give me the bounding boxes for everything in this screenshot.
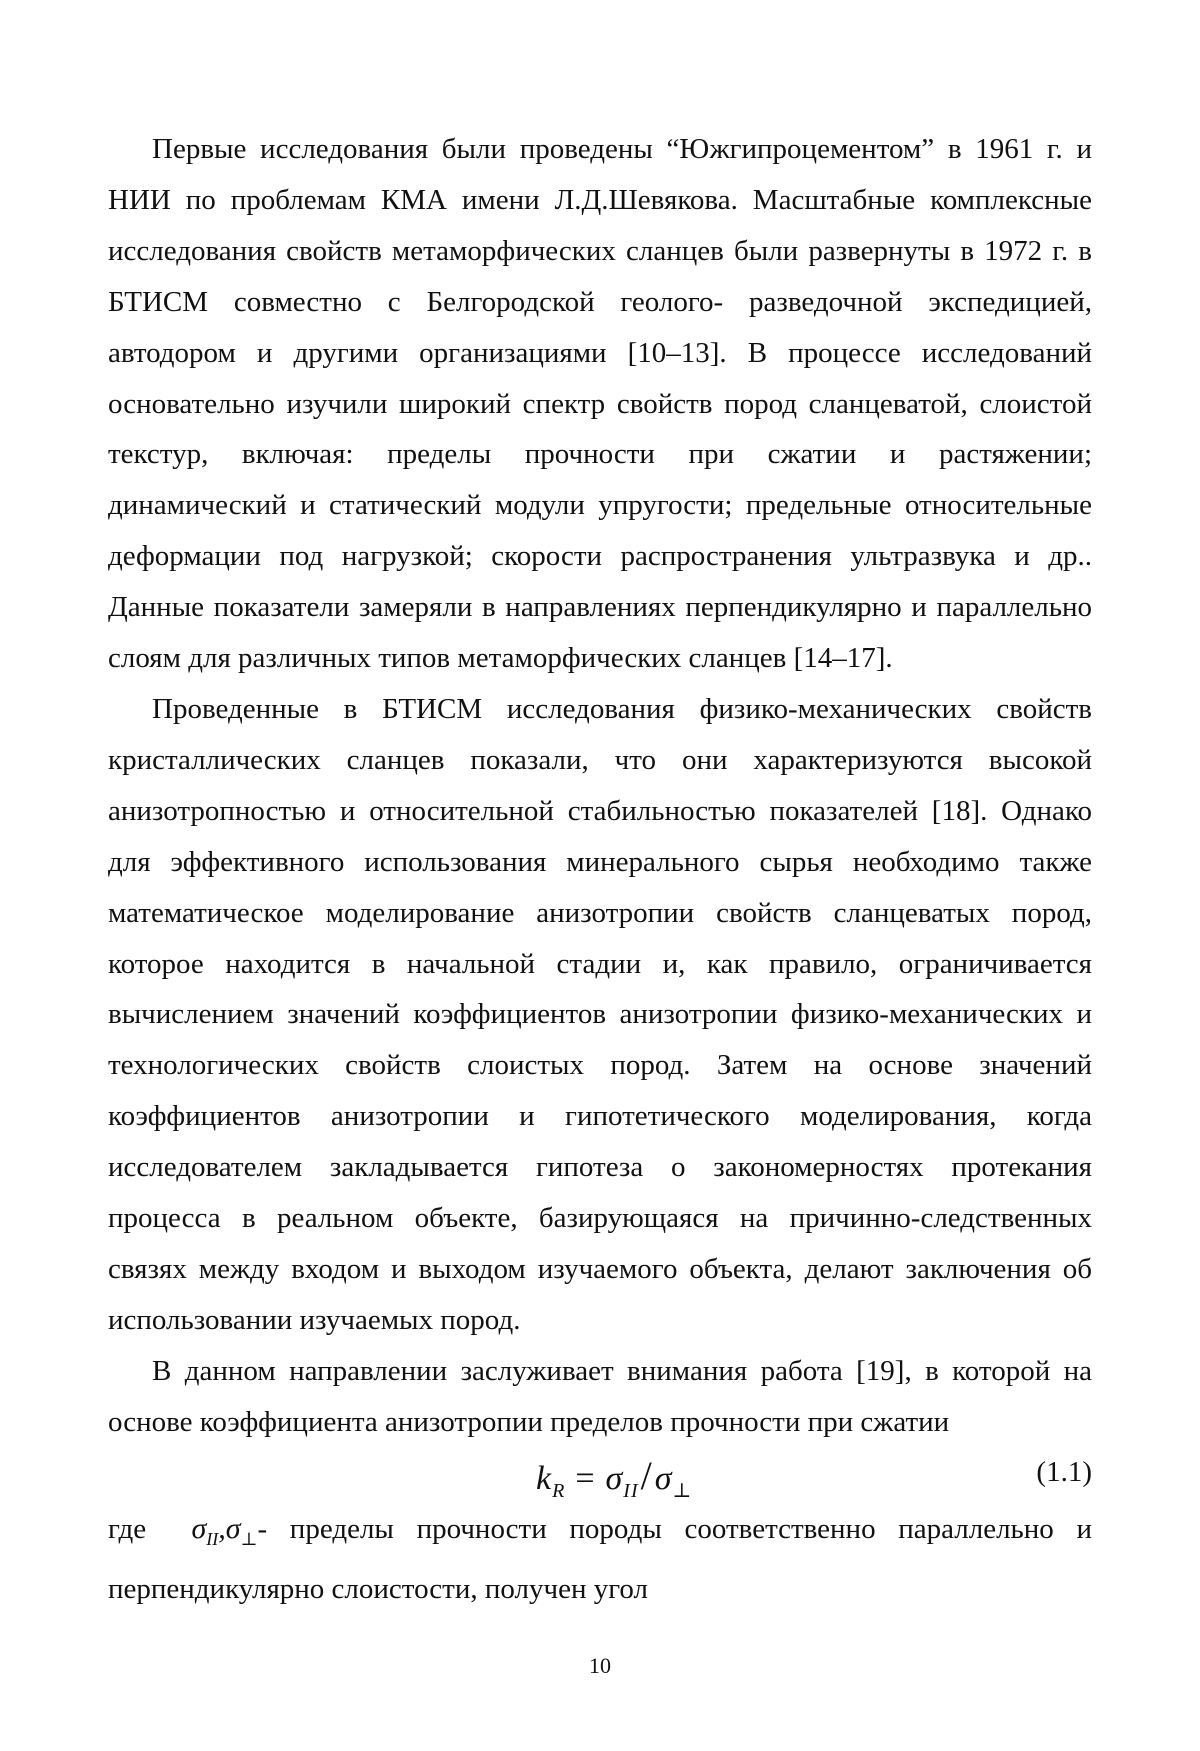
paragraph-1: Первые исследования были проведены “Южгипроцементом” в 1961 г. и НИИ по проблемам КМА имени Л.Д.Шевякова. Масштабные комплексные исследования свойств метаморфических сланцев были развернуты в 1972 г. в БТИСМ совместно с Белгородской геолого- разведочной экспедицией, автодором и другими организациями [10–13]. В процессе исследований основательно изучили широкий спектр свойств пород сланцеватой, слоистой текстур, включая: пределы прочности при сжатии и растяжении; динамический и статический модули упругости; предельные относительные деформации под нагрузкой; скорости распространения ультразвука и др.. Данные показатели замеряли в направлениях перпендикулярно и параллельно слоям для различных типов метаморфических сланцев [14–17]. <box>108 133 1092 675</box>
formula-sigma-perp: σ <box>654 1459 673 1497</box>
formula-sigma-parallel: σ <box>605 1459 624 1497</box>
paragraph-2: Проведенные в БТИСМ исследования физико-механических свойств кристаллических сланцев показали, что они характеризуются высокой анизотропностью и относительной стабильностью показателей [18]. Однако для эффективного использования минерального сырья необходимо также математическое моделирование анизотропии свойств сланцеватых пород, которое находится в начальной стадии и, как правило, ограничивается вычислением значений коэффициентов анизотропии физико-механических и технологических свойств слоистых пород. Затем на основе значений коэффициентов анизотропии и гипотетического моделирования, когда исследователем закладывается гипотеза о закономерностях протекания процесса в реальном объекте, базирующаяся на причинно-следственных связях между входом и выходом изучаемого объекта, делают заключения об использовании изучаемых пород. <box>108 692 1092 1336</box>
where-prefix: где <box>108 1512 147 1545</box>
where-line <box>108 1504 1092 1616</box>
paragraph-3: В данном направлении заслуживает внимания работа [19], в которой на основе коэффициента анизотропии пределов прочности при сжатии <box>108 1354 1092 1438</box>
formula-slash: / <box>640 1452 653 1498</box>
where-sub-parallel: II <box>206 1528 219 1549</box>
formula-row <box>108 1448 1092 1504</box>
page-number: 10 <box>589 1653 611 1678</box>
formula-sub-perp: ⊥ <box>672 1479 693 1502</box>
formula-sub-parallel: II <box>623 1479 639 1502</box>
formula-lhs: k <box>536 1459 553 1497</box>
where-comma: , <box>218 1511 226 1545</box>
where-sigma-perp: σ <box>225 1511 241 1545</box>
formula-equals: = <box>575 1459 596 1497</box>
where-text: - пределы прочности породы соответственно параллельно и перпендикулярно слоистости, получен угол <box>108 1512 1092 1606</box>
formula-lhs-subscript: R <box>552 1479 566 1502</box>
formula-1-1 <box>536 1452 692 1503</box>
where-symbols <box>191 1511 258 1549</box>
document-page <box>108 124 1092 1615</box>
equation-number: (1.1) <box>1036 1455 1092 1488</box>
where-sigma-parallel: σ <box>191 1511 207 1545</box>
where-sub-perp: ⊥ <box>240 1528 258 1549</box>
